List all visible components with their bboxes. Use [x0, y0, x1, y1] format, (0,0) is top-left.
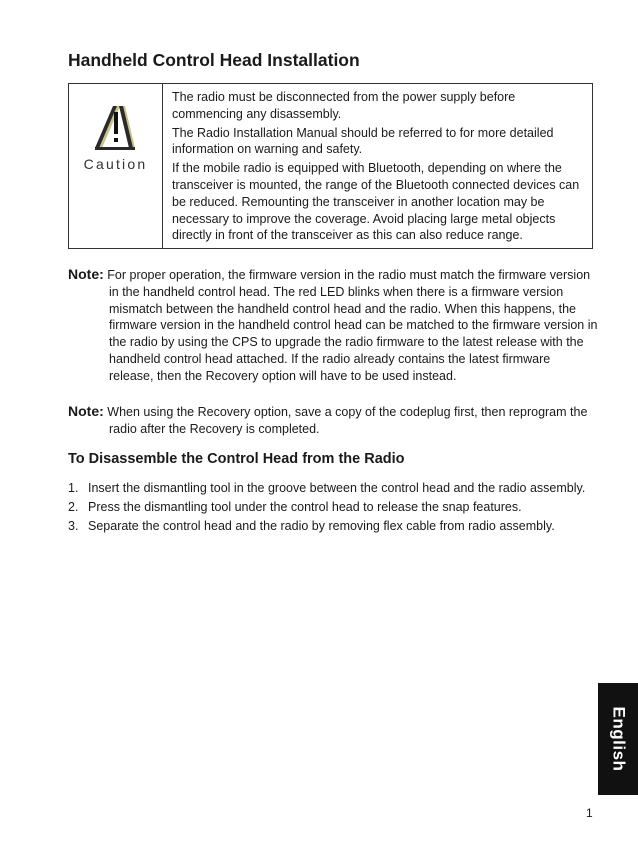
caution-icon-cell [69, 84, 163, 248]
caution-text [163, 84, 592, 248]
step-text: Press the dismantling tool under the control head to release the snap features. [88, 499, 522, 514]
step-number: 2. [68, 499, 79, 514]
list-item [68, 499, 598, 516]
caution-label: Caution [83, 156, 148, 172]
caution-box [68, 83, 593, 249]
note-recovery [68, 403, 598, 438]
note-label: Note: [68, 403, 104, 419]
note-firmware [68, 266, 598, 385]
note-label: Note: [68, 266, 104, 282]
note-text: For proper operation, the firmware version in the radio must match the firmware version in the handheld control head. The red LED blinks when there is a firmware version mismatch between the handheld control head and the radio. When this happens, the firmware version in the handheld control head can be matched to the firmware version in the radio by using the CPS to upgrade the radio firmware to the latest release with the handheld control head attached. If the radio already contains the latest firmware release, then the Recovery option will have to be used instead. [107, 268, 598, 383]
list-item [68, 480, 598, 497]
page-number: 1 [586, 806, 593, 820]
page-title: Handheld Control Head Installation [68, 50, 360, 70]
note-text: When using the Recovery option, save a copy of the codeplug first, then reprogram the radio after the Recovery is completed. [107, 405, 588, 436]
caution-paragraph: If the mobile radio is equipped with Bluetooth, depending on where the transceiver is mounted, the range of the Bluetooth connected devices can be reduced. Remounting the transceiver in another location may be necessary to improve the coverage. Avoid placing large metal objects directly in front of the transceiver as this can also reduce range. [172, 161, 580, 243]
caution-exclamation-icon [83, 94, 147, 156]
section-heading: To Disassemble the Control Head from the Radio [68, 451, 405, 467]
step-text: Insert the dismantling tool in the groove between the control head and the radio assembly. [88, 481, 586, 495]
language-tab-label: English [609, 706, 628, 772]
language-tab [598, 683, 638, 795]
caution-paragraph: The radio must be disconnected from the power supply before commencing any disassembly. [172, 90, 516, 121]
caution-paragraph: The Radio Installation Manual should be referred to for more detailed information on warning and safety. [172, 125, 554, 157]
step-number: 1. [68, 481, 79, 495]
step-text: Separate the control head and the radio by removing flex cable from radio assembly. [88, 518, 555, 533]
step-number: 3. [68, 518, 79, 533]
list-item [68, 518, 598, 535]
steps-list [68, 480, 598, 536]
